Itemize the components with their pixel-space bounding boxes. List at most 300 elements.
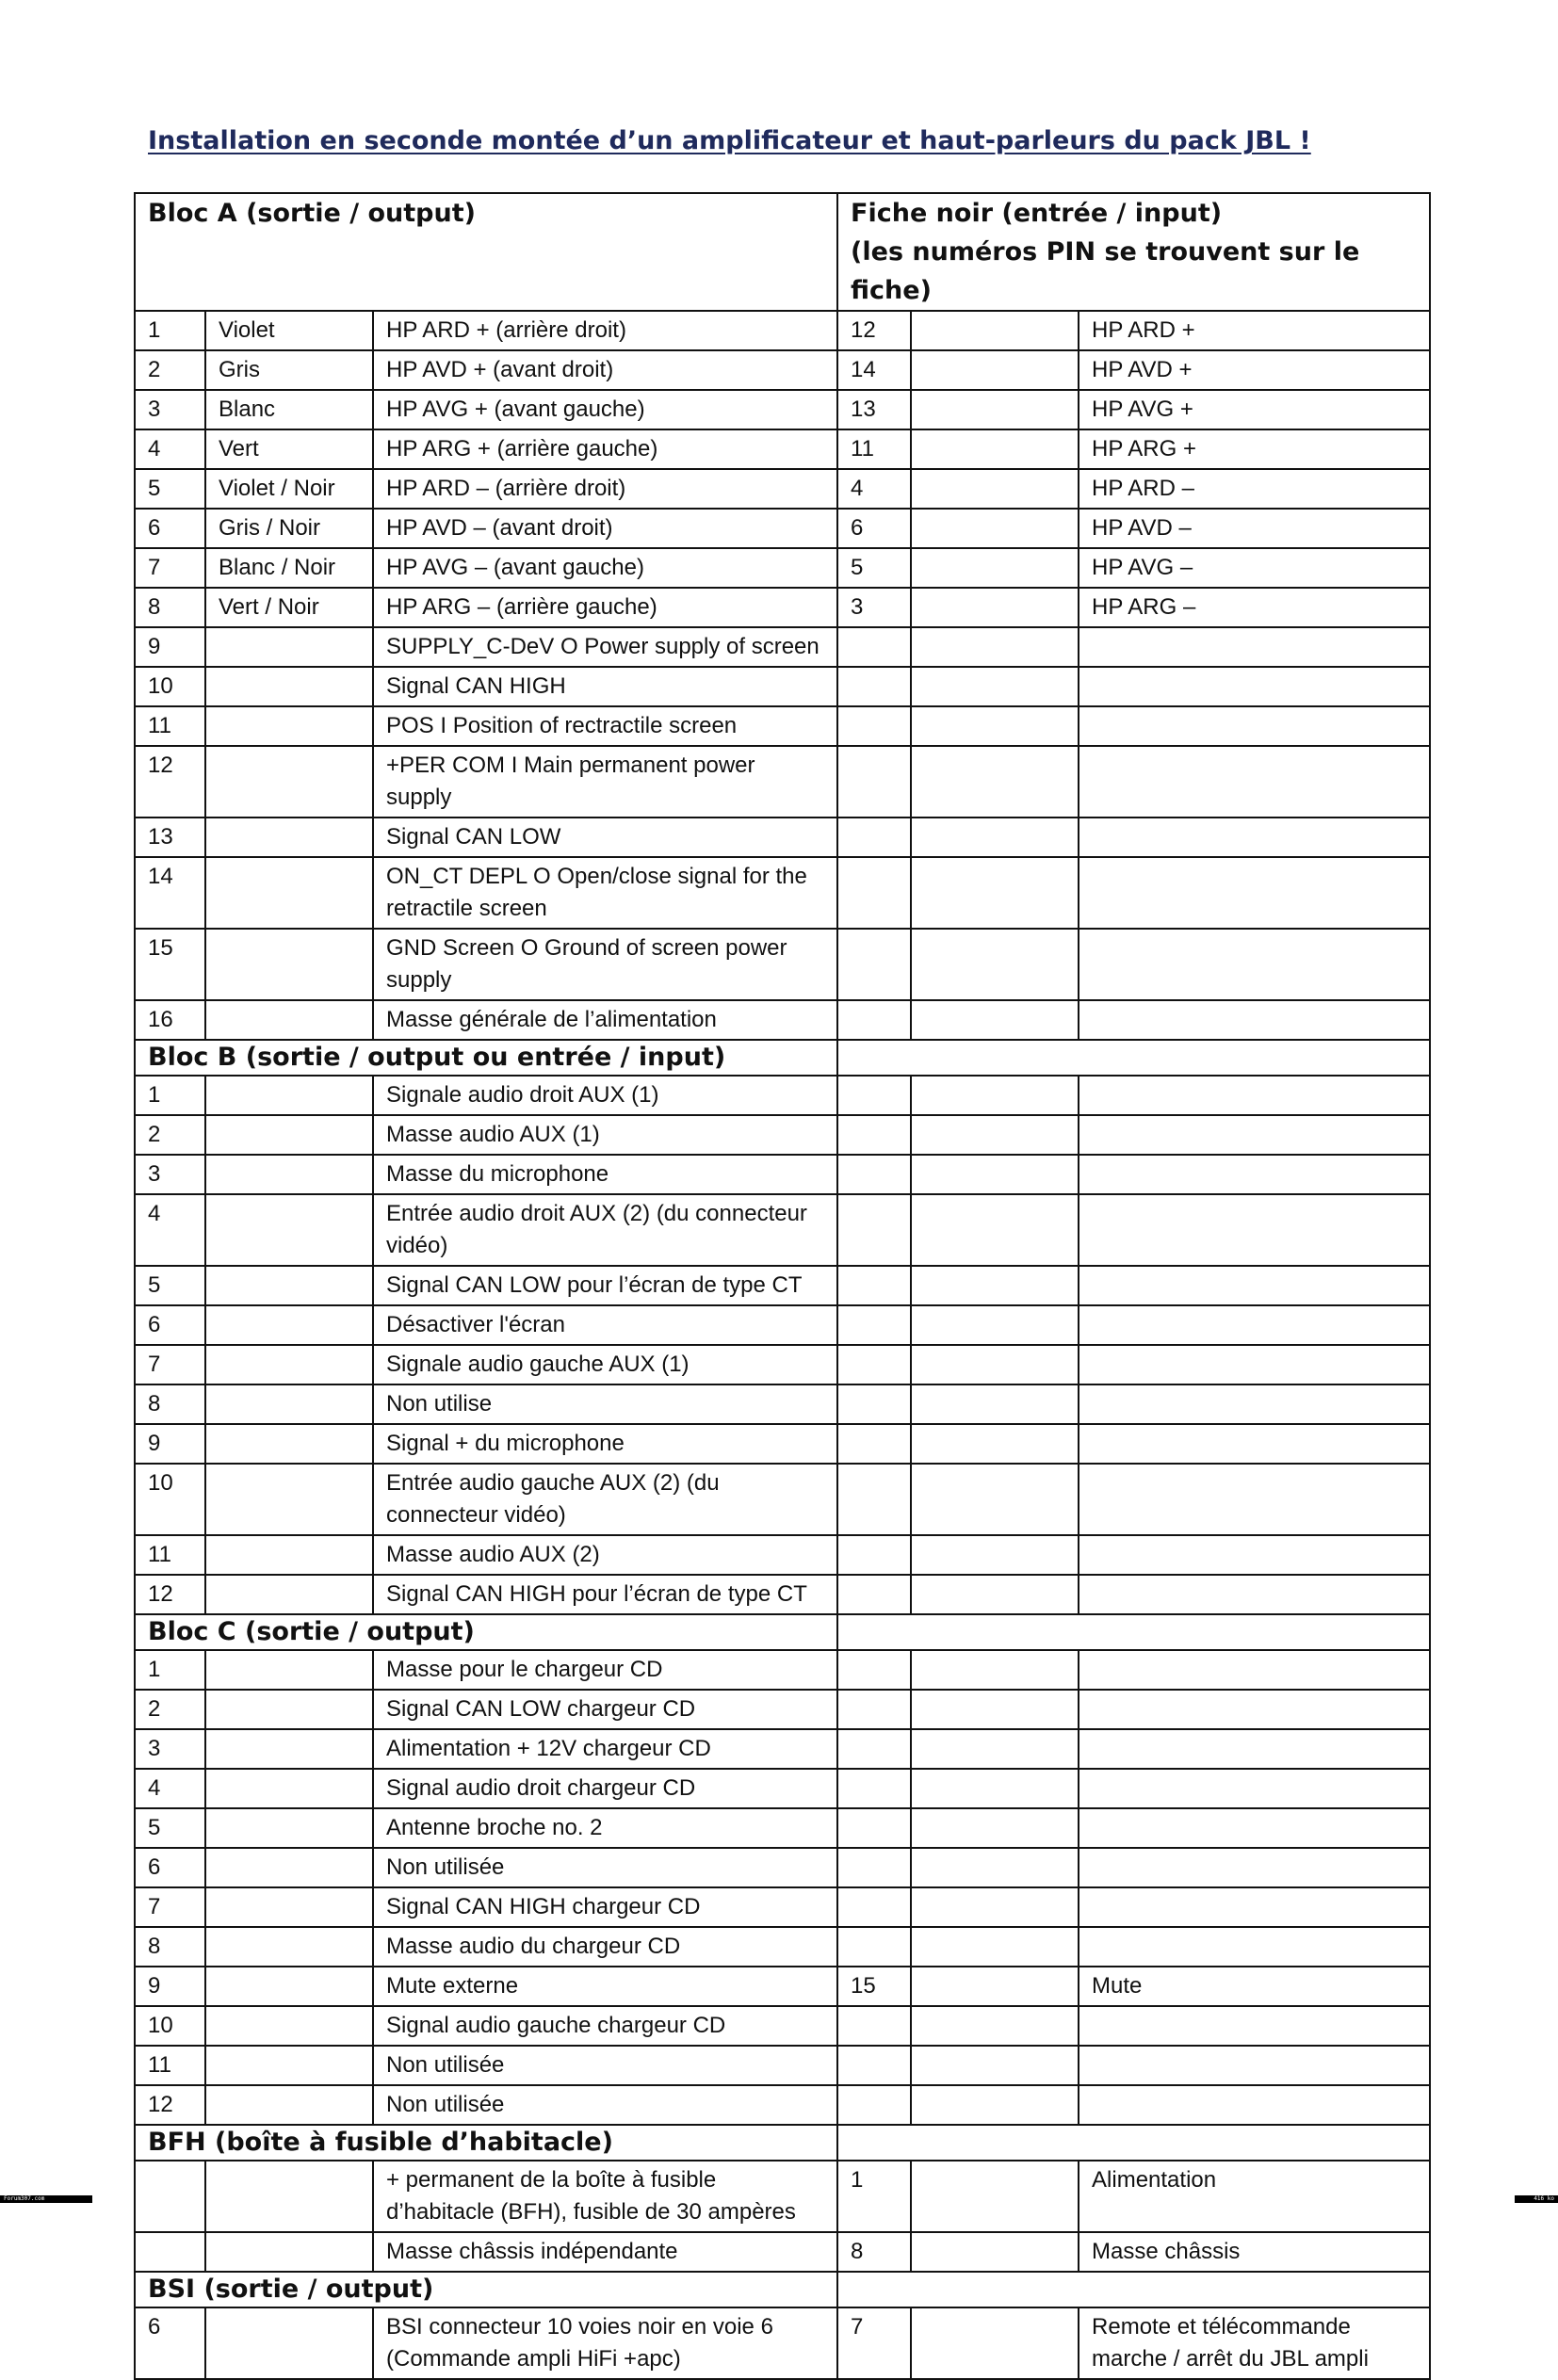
- description-cell: HP ARD – (arrière droit): [373, 469, 837, 509]
- pin-number-cell: 3: [135, 1729, 205, 1769]
- fiche-noir-header-line1: Fiche noir (entrée / input): [851, 199, 1223, 228]
- fiche-function-cell: [1079, 746, 1430, 818]
- description-cell: Signale audio droit AUX (1): [373, 1076, 837, 1115]
- description-cell: Entrée audio droit AUX (2) (du connecteur vidéo): [373, 1194, 837, 1266]
- pin-number-cell: 7: [135, 1345, 205, 1384]
- table-row: [135, 469, 1430, 509]
- wire-color-cell: [205, 1729, 373, 1769]
- fiche-function-cell: [1079, 857, 1430, 929]
- pin-number-cell: 3: [135, 1155, 205, 1194]
- pin-number-cell: 11: [135, 706, 205, 746]
- pinout-table-body: [135, 193, 1430, 2379]
- fiche-empty-cell: [911, 1076, 1079, 1115]
- fiche-empty-cell: [911, 818, 1079, 857]
- table-row: [135, 1155, 1430, 1194]
- fiche-function-cell: [1079, 1345, 1430, 1384]
- table-row: [135, 548, 1430, 588]
- fiche-function-cell: HP ARD +: [1079, 311, 1430, 350]
- fiche-function-cell: [1079, 1535, 1430, 1575]
- fiche-pin-cell: [837, 1650, 911, 1690]
- fiche-function-cell: [1079, 818, 1430, 857]
- wire-color-cell: [205, 818, 373, 857]
- pin-number-cell: 15: [135, 929, 205, 1000]
- wire-color-cell: Vert: [205, 429, 373, 469]
- pin-number-cell: 10: [135, 2006, 205, 2046]
- wire-color-cell: [205, 2006, 373, 2046]
- fiche-empty-cell: [911, 667, 1079, 706]
- fiche-empty-cell: [911, 1967, 1079, 2006]
- fiche-empty-cell: [911, 1305, 1079, 1345]
- wire-color-cell: [205, 1266, 373, 1305]
- fiche-pin-cell: [837, 1848, 911, 1887]
- table-row: [135, 1305, 1430, 1345]
- fiche-empty-cell: [911, 1650, 1079, 1690]
- description-cell: ON_CT DEPL O Open/close signal for the retractile screen: [373, 857, 837, 929]
- wire-color-cell: [205, 1076, 373, 1115]
- pin-number-cell: 2: [135, 1690, 205, 1729]
- fiche-pin-cell: [837, 1808, 911, 1848]
- fiche-function-cell: [1079, 1076, 1430, 1115]
- pin-number-cell: 9: [135, 1967, 205, 2006]
- fiche-function-cell: [1079, 706, 1430, 746]
- wire-color-cell: [205, 1848, 373, 1887]
- table-row: [135, 627, 1430, 667]
- fiche-empty-cell: [911, 1384, 1079, 1424]
- pin-number-cell: 12: [135, 1575, 205, 1614]
- wire-color-cell: [205, 1345, 373, 1384]
- fiche-function-cell: [1079, 2046, 1430, 2085]
- description-cell: + permanent de la boîte à fusible d’habitacle (BFH), fusible de 30 ampères: [373, 2161, 837, 2232]
- fiche-empty-cell: [911, 1266, 1079, 1305]
- table-row: [135, 1887, 1430, 1927]
- table-row: [135, 1384, 1430, 1424]
- wire-color-cell: [205, 1384, 373, 1424]
- fiche-empty-cell: [911, 1194, 1079, 1266]
- table-row: [135, 1535, 1430, 1575]
- description-cell: Entrée audio gauche AUX (2) (du connecteur vidéo): [373, 1464, 837, 1535]
- footer-source: Forum307.com: [0, 2195, 92, 2203]
- table-row: [135, 1266, 1430, 1305]
- pin-number-cell: 12: [135, 746, 205, 818]
- section-title: Bloc C (sortie / output): [135, 1614, 837, 1650]
- description-cell: Signal + du microphone: [373, 1424, 837, 1464]
- fiche-pin-cell: [837, 2085, 911, 2125]
- fiche-empty-cell: [911, 1848, 1079, 1887]
- fiche-pin-cell: [837, 1305, 911, 1345]
- table-header-row: [135, 193, 1430, 311]
- fiche-empty-cell: [911, 1575, 1079, 1614]
- fiche-function-cell: [1079, 1000, 1430, 1040]
- fiche-pin-cell: [837, 1690, 911, 1729]
- description-cell: Signal audio droit chargeur CD: [373, 1769, 837, 1808]
- description-cell: Non utilise: [373, 1384, 837, 1424]
- fiche-function-cell: [1079, 1575, 1430, 1614]
- fiche-pin-cell: 4: [837, 469, 911, 509]
- fiche-empty-cell: [911, 857, 1079, 929]
- description-cell: Signal CAN LOW: [373, 818, 837, 857]
- wire-color-cell: [205, 1690, 373, 1729]
- wire-color-cell: [205, 667, 373, 706]
- fiche-pin-cell: [837, 1927, 911, 1967]
- fiche-empty-cell: [911, 2161, 1079, 2232]
- table-row: [135, 1729, 1430, 1769]
- pin-number-cell: [135, 2232, 205, 2272]
- fiche-empty-cell: [911, 1690, 1079, 1729]
- table-row: [135, 2006, 1430, 2046]
- wire-color-cell: Gris: [205, 350, 373, 390]
- pin-number-cell: 14: [135, 857, 205, 929]
- wire-color-cell: [205, 1967, 373, 2006]
- section-title-blank: [837, 2125, 1430, 2161]
- wire-color-cell: [205, 1927, 373, 1967]
- wire-color-cell: [205, 2307, 373, 2379]
- table-row: [135, 509, 1430, 548]
- description-cell: Masse châssis indépendante: [373, 2232, 837, 2272]
- fiche-function-cell: HP ARG –: [1079, 588, 1430, 627]
- description-cell: Masse audio AUX (1): [373, 1115, 837, 1155]
- fiche-empty-cell: [911, 2085, 1079, 2125]
- fiche-function-cell: [1079, 1769, 1430, 1808]
- fiche-function-cell: [1079, 1808, 1430, 1848]
- fiche-pin-cell: 15: [837, 1967, 911, 2006]
- pin-number-cell: 9: [135, 627, 205, 667]
- section-header-row: [135, 2125, 1430, 2161]
- fiche-pin-cell: [837, 1575, 911, 1614]
- description-cell: GND Screen O Ground of screen power supply: [373, 929, 837, 1000]
- fiche-pin-cell: [837, 1115, 911, 1155]
- description-cell: HP ARG – (arrière gauche): [373, 588, 837, 627]
- fiche-pin-cell: 13: [837, 390, 911, 429]
- fiche-function-cell: HP AVD –: [1079, 509, 1430, 548]
- footer-size: 416 ko: [1515, 2195, 1558, 2203]
- fiche-function-cell: HP ARD –: [1079, 469, 1430, 509]
- fiche-pin-cell: [837, 929, 911, 1000]
- fiche-function-cell: [1079, 1305, 1430, 1345]
- pin-number-cell: 3: [135, 390, 205, 429]
- description-cell: Masse générale de l’alimentation: [373, 1000, 837, 1040]
- wire-color-cell: [205, 1194, 373, 1266]
- wire-color-cell: [205, 1535, 373, 1575]
- fiche-function-cell: [1079, 1155, 1430, 1194]
- fiche-empty-cell: [911, 1345, 1079, 1384]
- table-row: [135, 588, 1430, 627]
- pin-number-cell: 13: [135, 818, 205, 857]
- table-row: [135, 1927, 1430, 1967]
- fiche-pin-cell: [837, 818, 911, 857]
- pin-number-cell: 1: [135, 1650, 205, 1690]
- fiche-pin-cell: [837, 2046, 911, 2085]
- fiche-pin-cell: [837, 1384, 911, 1424]
- table-row: [135, 1424, 1430, 1464]
- wire-color-cell: [205, 2232, 373, 2272]
- fiche-pin-cell: 3: [837, 588, 911, 627]
- fiche-function-cell: Masse châssis: [1079, 2232, 1430, 2272]
- fiche-pin-cell: [837, 1424, 911, 1464]
- fiche-pin-cell: [837, 1769, 911, 1808]
- fiche-noir-header: [837, 193, 1430, 311]
- pin-number-cell: 11: [135, 2046, 205, 2085]
- wire-color-cell: [205, 627, 373, 667]
- fiche-empty-cell: [911, 1155, 1079, 1194]
- description-cell: Signale audio gauche AUX (1): [373, 1345, 837, 1384]
- fiche-function-cell: [1079, 1115, 1430, 1155]
- wire-color-cell: [205, 2161, 373, 2232]
- description-cell: Mute externe: [373, 1967, 837, 2006]
- fiche-empty-cell: [911, 1729, 1079, 1769]
- pin-number-cell: 4: [135, 1769, 205, 1808]
- pin-number-cell: 9: [135, 1424, 205, 1464]
- fiche-pin-cell: [837, 706, 911, 746]
- fiche-pin-cell: [837, 1076, 911, 1115]
- fiche-pin-cell: [837, 1464, 911, 1535]
- pin-number-cell: 1: [135, 1076, 205, 1115]
- fiche-empty-cell: [911, 1927, 1079, 1967]
- fiche-pin-cell: [837, 1345, 911, 1384]
- fiche-empty-cell: [911, 588, 1079, 627]
- table-row: [135, 1690, 1430, 1729]
- fiche-empty-cell: [911, 1424, 1079, 1464]
- section-title: BSI (sortie / output): [135, 2272, 837, 2307]
- fiche-pin-cell: 7: [837, 2307, 911, 2379]
- fiche-pin-cell: [837, 1535, 911, 1575]
- pin-number-cell: 10: [135, 667, 205, 706]
- fiche-function-cell: Alimentation: [1079, 2161, 1430, 2232]
- wire-color-cell: Vert / Noir: [205, 588, 373, 627]
- fiche-function-cell: [1079, 667, 1430, 706]
- fiche-noir-header-line2: (les numéros PIN se trouvent sur le fiche): [851, 237, 1360, 305]
- pin-number-cell: 8: [135, 1384, 205, 1424]
- fiche-function-cell: [1079, 1464, 1430, 1535]
- fiche-empty-cell: [911, 1887, 1079, 1927]
- fiche-function-cell: [1079, 929, 1430, 1000]
- pin-number-cell: 6: [135, 509, 205, 548]
- wire-color-cell: Violet / Noir: [205, 469, 373, 509]
- description-cell: HP AVD – (avant droit): [373, 509, 837, 548]
- table-row: [135, 1464, 1430, 1535]
- pin-number-cell: 10: [135, 1464, 205, 1535]
- wire-color-cell: Blanc: [205, 390, 373, 429]
- description-cell: Signal CAN HIGH: [373, 667, 837, 706]
- fiche-empty-cell: [911, 1535, 1079, 1575]
- description-cell: HP ARD + (arrière droit): [373, 311, 837, 350]
- pin-number-cell: 1: [135, 311, 205, 350]
- description-cell: Signal CAN LOW pour l’écran de type CT: [373, 1266, 837, 1305]
- fiche-function-cell: [1079, 1927, 1430, 1967]
- table-row: [135, 1115, 1430, 1155]
- table-row: [135, 1808, 1430, 1848]
- fiche-empty-cell: [911, 2006, 1079, 2046]
- fiche-function-cell: [1079, 2006, 1430, 2046]
- bloc-a-header: Bloc A (sortie / output): [135, 193, 837, 311]
- section-header-row: [135, 1040, 1430, 1076]
- description-cell: Signal CAN HIGH chargeur CD: [373, 1887, 837, 1927]
- table-row: [135, 746, 1430, 818]
- description-cell: SUPPLY_C-DeV O Power supply of screen: [373, 627, 837, 667]
- fiche-empty-cell: [911, 746, 1079, 818]
- fiche-empty-cell: [911, 1808, 1079, 1848]
- fiche-empty-cell: [911, 627, 1079, 667]
- fiche-empty-cell: [911, 390, 1079, 429]
- wire-color-cell: [205, 746, 373, 818]
- fiche-pin-cell: [837, 1155, 911, 1194]
- section-title-blank: [837, 2272, 1430, 2307]
- fiche-function-cell: HP AVG +: [1079, 390, 1430, 429]
- fiche-function-cell: [1079, 1887, 1430, 1927]
- fiche-function-cell: HP AVD +: [1079, 350, 1430, 390]
- section-title-blank: [837, 1040, 1430, 1076]
- description-cell: HP AVG + (avant gauche): [373, 390, 837, 429]
- fiche-function-cell: [1079, 1848, 1430, 1887]
- wire-color-cell: Gris / Noir: [205, 509, 373, 548]
- pin-number-cell: [135, 2161, 205, 2232]
- wire-color-cell: [205, 1305, 373, 1345]
- table-row: [135, 1650, 1430, 1690]
- description-cell: POS I Position of rectractile screen: [373, 706, 837, 746]
- table-row: [135, 929, 1430, 1000]
- wire-color-cell: [205, 1887, 373, 1927]
- description-cell: Signal audio gauche chargeur CD: [373, 2006, 837, 2046]
- fiche-pin-cell: [837, 1194, 911, 1266]
- wire-color-cell: [205, 2085, 373, 2125]
- fiche-empty-cell: [911, 469, 1079, 509]
- fiche-function-cell: [1079, 1650, 1430, 1690]
- fiche-pin-cell: 14: [837, 350, 911, 390]
- wire-color-cell: [205, 706, 373, 746]
- fiche-empty-cell: [911, 429, 1079, 469]
- fiche-empty-cell: [911, 548, 1079, 588]
- table-row: [135, 1194, 1430, 1266]
- fiche-function-cell: [1079, 627, 1430, 667]
- fiche-pin-cell: [837, 1000, 911, 1040]
- document-title: Installation en seconde montée d’un amplificateur et haut-parleurs du pack JBL !: [148, 126, 1311, 155]
- description-cell: HP ARG + (arrière gauche): [373, 429, 837, 469]
- pin-number-cell: 16: [135, 1000, 205, 1040]
- wire-color-cell: [205, 1115, 373, 1155]
- fiche-pin-cell: 8: [837, 2232, 911, 2272]
- fiche-empty-cell: [911, 2046, 1079, 2085]
- fiche-function-cell: Remote et télécommande marche / arrêt du JBL ampli: [1079, 2307, 1430, 2379]
- table-row: [135, 1848, 1430, 1887]
- fiche-pin-cell: [837, 627, 911, 667]
- pin-number-cell: 2: [135, 1115, 205, 1155]
- pin-number-cell: 12: [135, 2085, 205, 2125]
- table-row: [135, 311, 1430, 350]
- fiche-function-cell: [1079, 2085, 1430, 2125]
- description-cell: Antenne broche no. 2: [373, 1808, 837, 1848]
- table-row: [135, 1967, 1430, 2006]
- fiche-function-cell: Mute: [1079, 1967, 1430, 2006]
- description-cell: +PER COM I Main permanent power supply: [373, 746, 837, 818]
- wire-color-cell: [205, 2046, 373, 2085]
- description-cell: Alimentation + 12V chargeur CD: [373, 1729, 837, 1769]
- section-title: BFH (boîte à fusible d’habitacle): [135, 2125, 837, 2161]
- description-cell: Signal CAN HIGH pour l’écran de type CT: [373, 1575, 837, 1614]
- table-row: [135, 350, 1430, 390]
- pin-number-cell: 4: [135, 429, 205, 469]
- wire-color-cell: [205, 1000, 373, 1040]
- fiche-empty-cell: [911, 706, 1079, 746]
- table-row: [135, 2232, 1430, 2272]
- fiche-function-cell: [1079, 1424, 1430, 1464]
- wire-color-cell: [205, 1155, 373, 1194]
- pin-number-cell: 6: [135, 2307, 205, 2379]
- fiche-pin-cell: [837, 746, 911, 818]
- fiche-empty-cell: [911, 350, 1079, 390]
- fiche-pin-cell: 1: [837, 2161, 911, 2232]
- table-row: [135, 667, 1430, 706]
- fiche-empty-cell: [911, 2307, 1079, 2379]
- section-title-blank: [837, 1614, 1430, 1650]
- wire-color-cell: Violet: [205, 311, 373, 350]
- fiche-function-cell: [1079, 1266, 1430, 1305]
- description-cell: HP AVD + (avant droit): [373, 350, 837, 390]
- description-cell: Masse audio du chargeur CD: [373, 1927, 837, 1967]
- description-cell: Désactiver l'écran: [373, 1305, 837, 1345]
- description-cell: Masse pour le chargeur CD: [373, 1650, 837, 1690]
- table-row: [135, 2307, 1430, 2379]
- fiche-empty-cell: [911, 929, 1079, 1000]
- pin-number-cell: 5: [135, 469, 205, 509]
- fiche-empty-cell: [911, 1769, 1079, 1808]
- fiche-function-cell: HP ARG +: [1079, 429, 1430, 469]
- fiche-pin-cell: 11: [837, 429, 911, 469]
- wire-color-cell: [205, 857, 373, 929]
- pin-number-cell: 4: [135, 1194, 205, 1266]
- fiche-pin-cell: 6: [837, 509, 911, 548]
- description-cell: Masse audio AUX (2): [373, 1535, 837, 1575]
- table-row: [135, 818, 1430, 857]
- table-row: [135, 706, 1430, 746]
- pin-number-cell: 8: [135, 1927, 205, 1967]
- wire-color-cell: Blanc / Noir: [205, 548, 373, 588]
- description-cell: Non utilisée: [373, 2046, 837, 2085]
- fiche-empty-cell: [911, 1464, 1079, 1535]
- pin-number-cell: 2: [135, 350, 205, 390]
- table-row: [135, 2161, 1430, 2232]
- section-title: Bloc B (sortie / output ou entrée / input): [135, 1040, 837, 1076]
- wire-color-cell: [205, 1424, 373, 1464]
- table-row: [135, 857, 1430, 929]
- fiche-pin-cell: [837, 2006, 911, 2046]
- fiche-function-cell: [1079, 1690, 1430, 1729]
- fiche-empty-cell: [911, 509, 1079, 548]
- wire-color-cell: [205, 1575, 373, 1614]
- fiche-pin-cell: [837, 1887, 911, 1927]
- fiche-pin-cell: [837, 1266, 911, 1305]
- fiche-pin-cell: [837, 1729, 911, 1769]
- fiche-pin-cell: [837, 667, 911, 706]
- pin-number-cell: 8: [135, 588, 205, 627]
- section-header-row: [135, 1614, 1430, 1650]
- pin-number-cell: 6: [135, 1848, 205, 1887]
- pin-number-cell: 11: [135, 1535, 205, 1575]
- description-cell: Signal CAN LOW chargeur CD: [373, 1690, 837, 1729]
- table-row: [135, 390, 1430, 429]
- pin-number-cell: 5: [135, 1266, 205, 1305]
- fiche-empty-cell: [911, 311, 1079, 350]
- wire-color-cell: [205, 1464, 373, 1535]
- table-row: [135, 1575, 1430, 1614]
- description-cell: Non utilisée: [373, 1848, 837, 1887]
- fiche-function-cell: [1079, 1384, 1430, 1424]
- fiche-empty-cell: [911, 1115, 1079, 1155]
- section-header-row: [135, 2272, 1430, 2307]
- fiche-function-cell: [1079, 1729, 1430, 1769]
- table-row: [135, 1769, 1430, 1808]
- fiche-function-cell: [1079, 1194, 1430, 1266]
- fiche-function-cell: HP AVG –: [1079, 548, 1430, 588]
- pin-number-cell: 6: [135, 1305, 205, 1345]
